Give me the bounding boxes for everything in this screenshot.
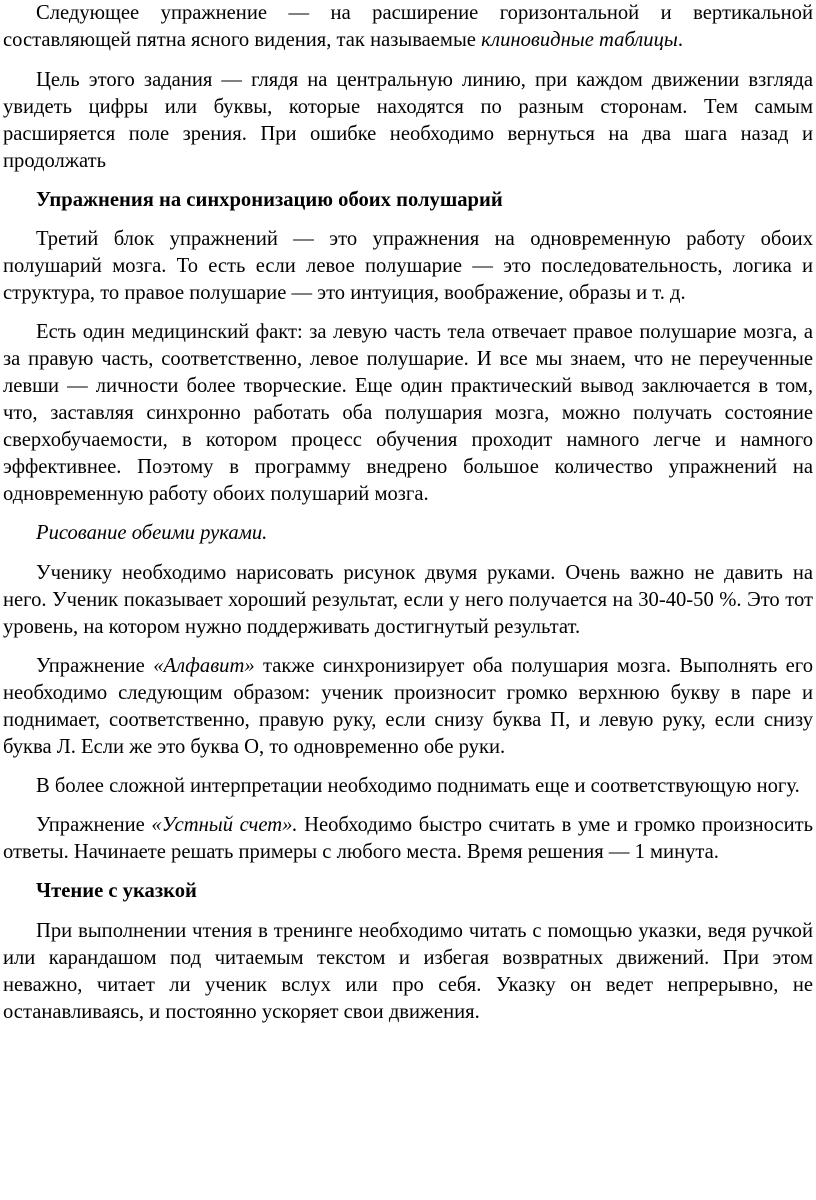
paragraph-drawing: Ученику необходимо нарисовать рисунок двумя руками. Очень важно не давить на него. Ученик показывает хороший результат, если у него получается на 30-40-50 %. Это тот уровень, на котором нужно поддерживать достигнутый результат. (3, 562, 813, 638)
document-page (3, 0, 813, 1026)
heading-two-hands-drawing: Рисование обеими руками. (36, 522, 268, 544)
paragraph-third-block: Третий блок упражнений — это упражнения на одновременную работу обоих полушарий мозга. То есть если левое полушарие — это последовательность, логика и структура, то правое полушарие — это интуиция, воображение, образы и т. д. (3, 228, 813, 304)
heading-hemisphere-sync: Упражнения на синхронизацию обоих полушарий (36, 189, 503, 211)
term-oral-counting: «Устный счет». (151, 814, 298, 836)
paragraph-complex-interpretation: В более сложной интерпретации необходимо поднимать еще и соответствующую ногу. (36, 775, 800, 797)
paragraph-alphabet: Упражнение «Алфавит» также синхронизирует оба полушария мозга. Выполнять его необходимо следующим образом: ученик произносит громко верхнюю букву в паре и поднимает, соответственно, правую руку, если снизу буква П, и левую руку, если снизу буква Л. Если же это буква О, то одновременно обе руки. (3, 655, 814, 758)
heading-pointer-reading: Чтение с указкой (36, 880, 197, 902)
paragraph-goal: Цель этого задания — глядя на центральную линию, при каждом движении взгляда увидеть цифры или буквы, которые находятся по разным сторонам. Тем самым расширяется поле зрения. При ошибке необходимо вернуться на два шага назад и продолжать (3, 69, 813, 172)
term-wedge-tables: клиновидные таблицы (481, 29, 678, 51)
term-alphabet: «Алфавит» (153, 655, 255, 677)
paragraph-medical-fact: Есть один медицинский факт: за левую часть тела отвечает правое полушарие мозга, а за правую часть, соответственно, левое полушарие. И все мы знаем, что не переученные левши — личности более творческие. Еще один практический вывод заключается в том, что, заставляя синхронно работать оба полушария мозга, можно получать состояние сверхобучаемости, в котором процесс обучения проходит намного легче и намного эффективнее. Поэтому в программу внедрено большое количество упражнений на одновременную работу обоих полушарий мозга. (3, 321, 813, 505)
paragraph-oral-counting: Упражнение «Устный счет». Необходимо быстро считать в уме и громко произносить ответы. Начинаете решать примеры с любого места. Время решения — 1 минута. (3, 814, 813, 863)
paragraph-pointer-reading: При выполнении чтения в тренинге необходимо читать с помощью указки, ведя ручкой или карандашом под читаемым текстом и избегая возвратных движений. При этом неважно, читает ли ученик вслух или про себя. Указку он ведет непрерывно, не останавливаясь, и постоянно ускоряет свои движения. (3, 920, 813, 1023)
paragraph-wedge-tables: Следующее упражнение — на расширение горизонтальной и вертикальной составляющей пятна ясного видения, так называемые клиновидные таблицы. (3, 2, 813, 51)
